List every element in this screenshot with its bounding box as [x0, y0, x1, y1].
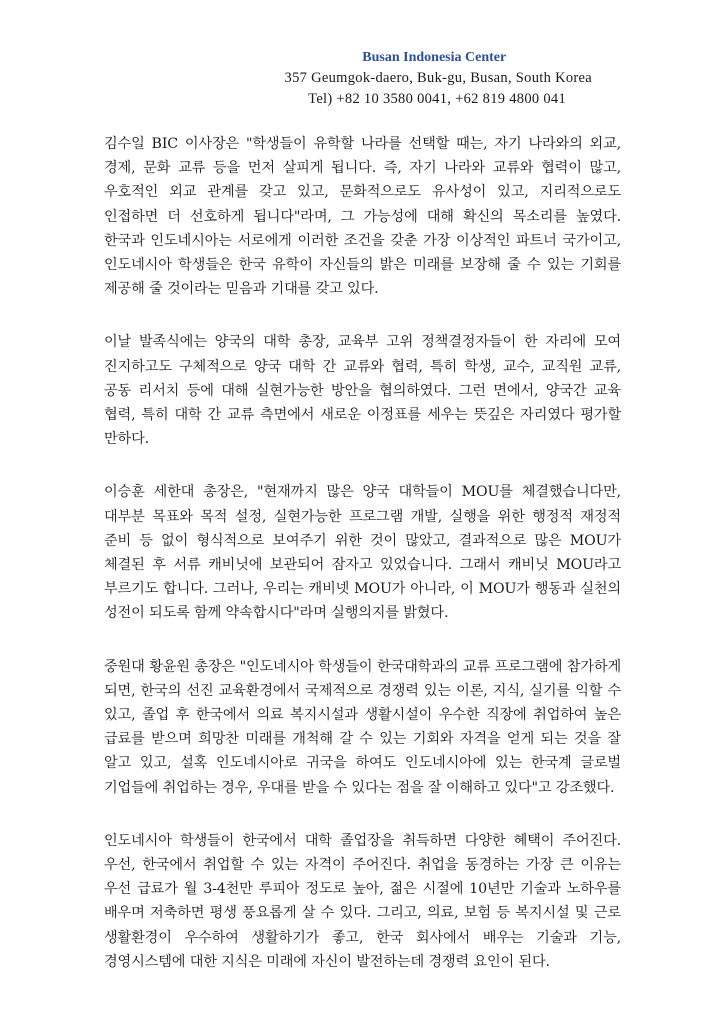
paragraph-5: 인도네시아 학생들이 한국에서 대학 졸업장을 취득하면 다양한 혜택이 주어진다. 우선, 한국에서 취업할 수 있는 자격이 주어진다. 취업을 동경하는 가장 큰 이유는 우선 급료가 월 3-4천만 루피아 정도로 높아, 젊은 시절에 10년만 기술과 노하우를 배우며 저축하면 평생 풍요롭게 살 수 있다. 그리고, 의료, 보험 등 복지시설 및 근로 생활환경이 우수하여 생활하기가 좋고, 한국 회사에서 배우는 기술과 기능, 경영시스템에 대한 지식은 미래에 자신이 발전하는데 경쟁력 요인이 된다. [104, 832, 621, 970]
paragraph-3: 이승훈 세한대 총장은, "현재까지 많은 양국 대학들이 MOU를 체결했습니다만, 대부분 목표와 목적 설정, 실현가능한 프로그램 개발, 실행을 위한 행정적 재정적 준비 등 없이 형식적으로 보여주기 위한 것이 많았고, 결과적으로 많은 MOU가 체결된 후 서류 캐비닛에 보관되어 잠자고 있었습니다. 그래서 캐비닛 MOU라고 부르기도 합니다. 그러나, 우리는 캐비넷 MOU가 아니라, 이 MOU가 행동과 실천의 성전이 되도록 함께 약속합시다"라며 실행의지를 밝혔다. [104, 484, 621, 622]
organization-name: Busan Indonesia Center [362, 50, 507, 65]
phone-line: Tel) +82 10 3580 0041, +62 819 4800 041 [308, 91, 566, 107]
paragraph-1: 김수일 BIC 이사장은 "학생들이 유학할 나라를 선택할 때는, 자기 나라와의 외교, 경제, 문화 교류 등을 먼저 살피게 됩니다. 즉, 자기 나라와 교류와 협력이 많고, 우호적인 외교 관계를 갖고 있고, 문화적으로도 유사성이 있고, 지리적으로도 인접하면 더 선호하게 됩니다"라며, 그 가능성에 대해 확신의 목소리를 높였다. 한국과 인도네시아는 서로에게 이러한 조건을 갖춘 가장 이상적인 파트너 국가이고, 인도네시아 학생들은 한국 유학이 자신들의 밝은 미래를 보장해 줄 수 있는 기회를 제공해 줄 것이라는 믿음과 기대를 갖고 있다. [104, 136, 621, 298]
paragraph-4: 중원대 황윤원 총장은 "인도네시아 학생들이 한국대학과의 교류 프로그램에 참가하게 되면, 한국의 선진 교육환경에서 국제적으로 경쟁력 있는 이론, 지식, 실기를 익할 수 있고, 졸업 후 한국에서 의료 복지시설과 생활시설이 우수한 직장에 취업하여 높은 급료를 받으며 희망찬 미래를 개척해 갈 수 있는 기회와 자격을 얻게 되는 것을 잘 알고 있고, 설혹 인도네시아로 귀국을 하여도 인도네시아에 있는 한국계 글로벌 기업들에 취업하는 경우, 우대를 받을 수 있다는 점을 잘 이해하고 있다"고 강조했다. [104, 658, 621, 796]
document-body [104, 132, 621, 1003]
letterhead [284, 48, 592, 110]
paragraph-2: 이날 발족식에는 양국의 대학 총장, 교육부 고위 정책결정자들이 한 자리에 모여 진지하고도 구체적으로 양국 대학 간 교류와 협력, 특히 학생, 교수, 교직원 교류, 공동 리서치 등에 대해 실현가능한 방안을 협의하였다. 그런 면에서, 양국간 교육 협력, 특히 대학 간 교류 측면에서 새로운 이정표를 세우는 뜻깊은 자리였다 평가할 만하다. [104, 334, 621, 448]
address-line: 357 Geumgok-daero, Buk-gu, Busan, South Korea [284, 70, 592, 86]
